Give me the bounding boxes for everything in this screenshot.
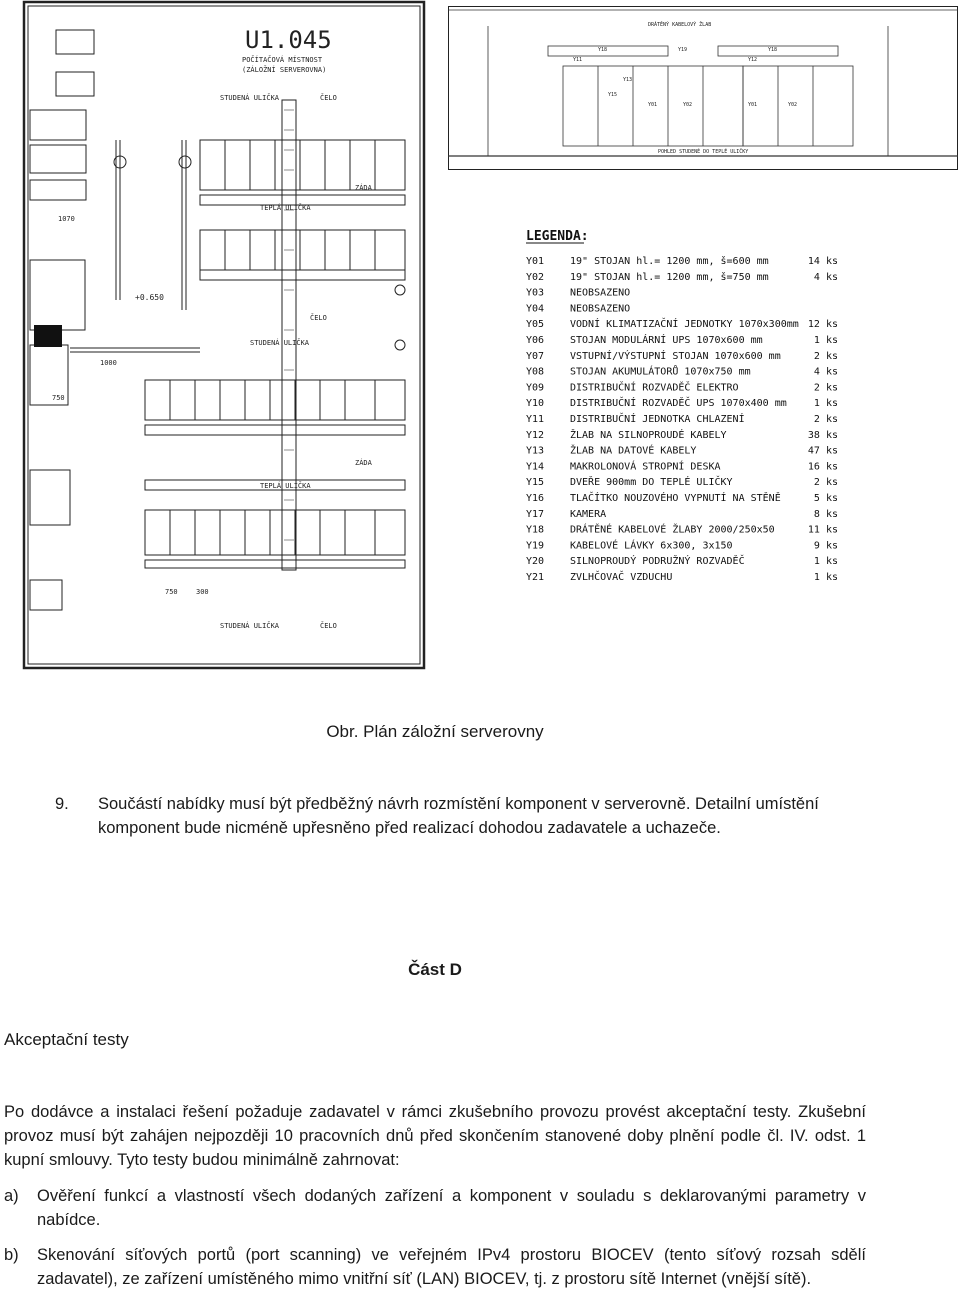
legend-desc: DISTRIBUČNÍ JEDNOTKA CHLAZENÍ xyxy=(570,414,745,425)
legend-desc: 19" STOJAN hl.= 1200 mm, š=600 mm xyxy=(570,256,769,267)
list-text: Skenování síťových portů (port scanning) ve veřejném IPv4 prostoru BIOCEV (tento síťový rozsah sdělí zadavatel), ze zařízení umístěného mimo vnitřní síť (LAN) BIOCEV, tj. z prostoru sítě Internet (vnější sítě). xyxy=(37,1246,866,1288)
legend xyxy=(520,222,850,588)
legend-code: Y13 xyxy=(526,445,545,457)
list-text: Ověření funkcí a vlastností všech dodaných zařízení a komponent v souladu s deklarovanými parametry v nabídce. xyxy=(37,1187,866,1229)
legend-row xyxy=(526,271,838,283)
legend-row xyxy=(526,317,838,330)
legend-qty: 1 ks xyxy=(813,556,838,568)
legend-code: Y08 xyxy=(526,366,545,378)
legend-code: Y20 xyxy=(526,556,545,568)
svg-text:Y13: Y13 xyxy=(623,77,633,83)
legend-code: Y21 xyxy=(526,572,545,583)
legend-row xyxy=(526,475,838,488)
legend-qty: 2 ks xyxy=(813,382,838,394)
legend-code: Y05 xyxy=(526,319,545,331)
legend-code: Y15 xyxy=(526,477,545,489)
svg-text:1070: 1070 xyxy=(58,215,75,223)
legend-code: Y19 xyxy=(526,540,545,552)
legend-desc: ŽLAB NA DATOVÉ KABELY xyxy=(570,445,697,457)
legend-desc: 19" STOJAN hl.= 1200 mm, š=750 mm xyxy=(570,271,769,283)
legend-code: Y14 xyxy=(526,461,545,473)
svg-text:1000: 1000 xyxy=(100,359,117,367)
legend-qty: 16 ks xyxy=(807,461,838,473)
legend-qty: 5 ks xyxy=(813,493,838,504)
svg-text:Y01: Y01 xyxy=(748,102,758,108)
legend-row xyxy=(526,523,838,536)
svg-text:POHLED STUDENÉ DO TEPLÉ ULIČKY: POHLED STUDENÉ DO TEPLÉ ULIČKY xyxy=(658,149,749,155)
svg-text:(ZÁLOŽNÍ SERVEROVNA): (ZÁLOŽNÍ SERVEROVNA) xyxy=(242,66,327,74)
svg-text:Y19: Y19 xyxy=(678,47,688,53)
legend-desc: KABELOVÉ LÁVKY 6x300, 3x150 xyxy=(570,540,733,552)
legend-desc: NEOBSAZENO xyxy=(570,287,631,299)
legend-row xyxy=(526,538,838,551)
legend-qty: 47 ks xyxy=(807,445,838,457)
legend-desc: DRÁTĚNÉ KABELOVÉ ŽLABY 2000/250x50 xyxy=(570,524,775,536)
figure-caption: Obr. Plán záložní serverovny xyxy=(326,722,544,741)
legend-desc: STOJAN AKUMULÁTORŮ 1070x750 mm xyxy=(570,366,751,378)
legend-code: Y11 xyxy=(526,414,545,425)
legend-row xyxy=(526,509,838,520)
legend-row xyxy=(526,255,838,267)
legend-row xyxy=(526,380,838,393)
legend-desc: SILNOPROUDÝ PODRUŽNÝ ROZVADĚČ xyxy=(570,556,745,568)
legend-row xyxy=(526,444,838,457)
legend-qty: 4 ks xyxy=(813,271,838,283)
legend-desc: VSTUPNÍ/VÝSTUPNÍ STOJAN 1070x600 mm xyxy=(570,350,781,362)
legend-code: Y04 xyxy=(526,303,545,315)
svg-text:STUDENÁ ULIČKA: STUDENÁ ULIČKA xyxy=(220,94,280,102)
list-marker: b) xyxy=(4,1246,19,1264)
legend-code: Y10 xyxy=(526,398,545,410)
list-item-a xyxy=(4,1184,866,1232)
svg-text:ČELO: ČELO xyxy=(320,94,337,102)
section-heading: Akceptační testy xyxy=(4,1030,129,1049)
legend-row xyxy=(526,333,838,346)
room-code: U1.045 xyxy=(245,26,332,54)
svg-text:STUDENÁ ULIČKA: STUDENÁ ULIČKA xyxy=(220,622,280,630)
svg-text:DRÁTĚNÝ KABELOVÝ ŽLAB: DRÁTĚNÝ KABELOVÝ ŽLAB xyxy=(648,22,712,28)
legend-desc: MAKROLONOVÁ STROPNÍ DESKA xyxy=(570,461,721,473)
elevation-drawing xyxy=(448,6,958,170)
intro-paragraph: Po dodávce a instalaci řešení požaduje zadavatel v rámci zkušebního provozu provést akceptační testy. Zkušební provoz musí být zahájen nejpozději 10 pracovních dnů před skončením stanovené doby plnění podle čl. IV. odst. 1 kupní smlouvy. Tyto testy budou minimálně zahrnovat: xyxy=(4,1103,866,1169)
svg-text:Y18: Y18 xyxy=(598,47,608,53)
legend-desc: DVEŘE 900mm DO TEPLÉ ULIČKY xyxy=(570,477,733,489)
svg-text:TEPLÁ ULIČKA: TEPLÁ ULIČKA xyxy=(260,204,311,212)
legend-desc: TLAČÍTKO NOUZOVÉHO VYPNUTÍ NA STĚNĚ xyxy=(570,493,781,504)
svg-text:STUDENÁ ULIČKA: STUDENÁ ULIČKA xyxy=(250,339,310,347)
part-title: Část D xyxy=(408,960,462,979)
legend-row xyxy=(526,412,838,425)
legend-code: Y17 xyxy=(526,508,545,520)
legend-desc: DISTRIBUČNÍ ROZVADĚČ UPS 1070x400 mm xyxy=(570,398,787,410)
svg-text:300: 300 xyxy=(196,588,209,596)
legend-row xyxy=(526,303,630,314)
legend-qty: 2 ks xyxy=(813,350,838,362)
svg-text:ČELO: ČELO xyxy=(310,314,327,322)
numbered-item-9 xyxy=(55,792,865,840)
svg-text:Y15: Y15 xyxy=(608,92,618,98)
legend-row xyxy=(526,288,630,299)
legend-code: Y09 xyxy=(526,382,545,394)
svg-text:ČELO: ČELO xyxy=(320,622,337,630)
legend-row xyxy=(526,459,838,472)
item-text: Součástí nabídky musí být předběžný návrh rozmístění komponent v serverovně. Detailní umístění komponent bude nicméně upřesněno před realizací dohodou zadavatele a uchazeče. xyxy=(98,795,819,837)
legend-qty: 14 ks xyxy=(807,256,838,267)
legend-desc: VODNÍ KLIMATIZAČNÍ JEDNOTKY 1070x300mm xyxy=(570,319,799,331)
legend-qty: 11 ks xyxy=(807,524,838,536)
svg-text:ZÁDA: ZÁDA xyxy=(355,184,372,192)
svg-text:ZÁDA: ZÁDA xyxy=(355,459,372,467)
svg-text:Y02: Y02 xyxy=(683,102,693,108)
legend-row xyxy=(526,570,838,583)
legend-title: LEGENDA: xyxy=(526,229,589,244)
legend-desc: DISTRIBUČNÍ ROZVADĚČ ELEKTRO xyxy=(570,382,739,394)
svg-text:750: 750 xyxy=(52,394,65,402)
legend-row xyxy=(526,349,838,362)
legend-row xyxy=(526,396,838,409)
legend-code: Y02 xyxy=(526,271,545,283)
legend-row xyxy=(526,365,838,378)
legend-desc: ŽLAB NA SILNOPROUDÉ KABELY xyxy=(570,429,727,441)
legend-row xyxy=(526,554,838,567)
svg-text:Y12: Y12 xyxy=(748,57,758,63)
svg-text:+0.650: +0.650 xyxy=(135,293,164,302)
svg-text:TEPLÁ ULIČKA: TEPLÁ ULIČKA xyxy=(260,482,311,490)
legend-desc: NEOBSAZENO xyxy=(570,303,631,315)
svg-text:Y18: Y18 xyxy=(768,47,778,53)
legend-qty: 1 ks xyxy=(813,335,838,346)
legend-code: Y18 xyxy=(526,524,545,536)
legend-qty: 4 ks xyxy=(813,366,838,378)
svg-text:Y11: Y11 xyxy=(573,57,583,63)
legend-qty: 8 ks xyxy=(813,508,838,520)
legend-qty: 2 ks xyxy=(813,414,838,425)
legend-code: Y01 xyxy=(526,256,545,267)
legend-code: Y06 xyxy=(526,335,545,346)
legend-desc: KAMERA xyxy=(570,508,607,520)
svg-text:Y02: Y02 xyxy=(788,102,798,108)
svg-text:POČÍTAČOVÁ MÍSTNOST: POČÍTAČOVÁ MÍSTNOST xyxy=(242,56,323,64)
legend-qty: 1 ks xyxy=(813,572,838,583)
item-number: 9. xyxy=(55,795,69,813)
legend-row xyxy=(526,491,838,504)
legend-qty: 38 ks xyxy=(807,429,838,441)
legend-desc: STOJAN MODULÁRNÍ UPS 1070x600 mm xyxy=(570,335,763,346)
list-item-b xyxy=(4,1243,866,1291)
legend-desc: ZVLHČOVAČ VZDUCHU xyxy=(570,572,673,583)
svg-text:Y01: Y01 xyxy=(648,102,658,108)
legend-code: Y16 xyxy=(526,493,545,504)
floor-plan-drawing xyxy=(20,0,430,672)
legend-code: Y07 xyxy=(526,350,545,362)
legend-qty: 1 ks xyxy=(813,398,838,410)
list-marker: a) xyxy=(4,1187,19,1205)
svg-text:750: 750 xyxy=(165,588,178,596)
legend-qty: 9 ks xyxy=(813,540,838,552)
legend-qty: 2 ks xyxy=(813,477,838,489)
legend-row xyxy=(526,428,838,441)
legend-code: Y12 xyxy=(526,429,545,441)
legend-qty: 12 ks xyxy=(807,319,838,331)
legend-code: Y03 xyxy=(526,287,545,299)
